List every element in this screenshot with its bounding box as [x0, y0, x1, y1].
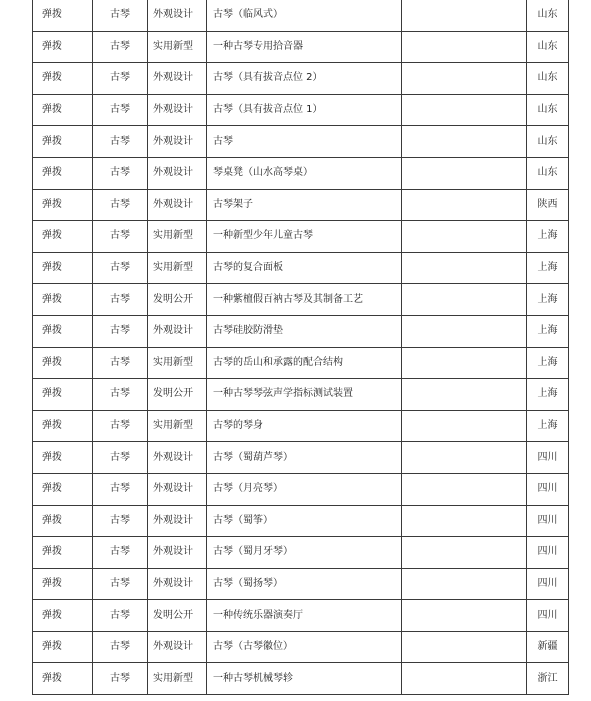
category-cell: 弹拨	[33, 379, 93, 411]
table-row	[33, 663, 569, 695]
table-row	[33, 315, 569, 347]
region-cell: 上海	[527, 284, 569, 316]
region-cell: 四川	[527, 505, 569, 537]
table-row	[33, 284, 569, 316]
blank-cell	[402, 600, 527, 632]
category-cell: 弹拨	[33, 94, 93, 126]
blank-cell	[402, 189, 527, 221]
region-cell: 上海	[527, 221, 569, 253]
patent-name-cell: 古琴的复合面板	[207, 252, 402, 284]
region-cell: 浙江	[527, 663, 569, 695]
patent-type-cell: 实用新型	[148, 663, 207, 695]
table-row	[33, 31, 569, 63]
patent-name-cell: 一种古琴专用拾音器	[207, 31, 402, 63]
instrument-cell: 古琴	[93, 63, 148, 95]
table-row	[33, 347, 569, 379]
instrument-cell: 古琴	[93, 631, 148, 663]
category-cell: 弹拨	[33, 505, 93, 537]
region-cell: 上海	[527, 315, 569, 347]
patent-type-cell: 外观设计	[148, 631, 207, 663]
region-cell: 山东	[527, 63, 569, 95]
blank-cell	[402, 473, 527, 505]
instrument-cell: 古琴	[93, 442, 148, 474]
instrument-cell: 古琴	[93, 315, 148, 347]
patent-type-cell: 发明公开	[148, 379, 207, 411]
patent-name-cell: 古琴的岳山和承露的配合结构	[207, 347, 402, 379]
category-cell: 弹拨	[33, 537, 93, 569]
blank-cell	[402, 568, 527, 600]
category-cell: 弹拨	[33, 284, 93, 316]
patent-name-cell: 古琴	[207, 126, 402, 158]
patent-name-cell: 古琴（蜀扬琴）	[207, 568, 402, 600]
region-cell: 四川	[527, 442, 569, 474]
region-cell: 四川	[527, 568, 569, 600]
table-row	[33, 568, 569, 600]
patent-name-cell: 古琴（蜀筝）	[207, 505, 402, 537]
table-row	[33, 473, 569, 505]
table-row	[33, 537, 569, 569]
region-cell: 上海	[527, 410, 569, 442]
patent-type-cell: 实用新型	[148, 347, 207, 379]
table-row	[33, 189, 569, 221]
instrument-cell: 古琴	[93, 347, 148, 379]
instrument-cell: 古琴	[93, 537, 148, 569]
blank-cell	[402, 663, 527, 695]
instrument-cell: 古琴	[93, 31, 148, 63]
patent-name-cell: 古琴（临风式）	[207, 0, 402, 31]
category-cell: 弹拨	[33, 157, 93, 189]
patent-type-cell: 发明公开	[148, 284, 207, 316]
patent-type-cell: 外观设计	[148, 537, 207, 569]
blank-cell	[402, 157, 527, 189]
blank-cell	[402, 410, 527, 442]
instrument-cell: 古琴	[93, 600, 148, 632]
patent-name-cell: 古琴（古琴徽位）	[207, 631, 402, 663]
category-cell: 弹拨	[33, 663, 93, 695]
patent-name-cell: 琴桌凳（山水高琴桌）	[207, 157, 402, 189]
patent-type-cell: 实用新型	[148, 31, 207, 63]
category-cell: 弹拨	[33, 315, 93, 347]
table-row	[33, 600, 569, 632]
instrument-cell: 古琴	[93, 221, 148, 253]
table-row	[33, 63, 569, 95]
patent-name-cell: 一种古琴机械琴轸	[207, 663, 402, 695]
blank-cell	[402, 31, 527, 63]
patent-type-cell: 实用新型	[148, 221, 207, 253]
category-cell: 弹拨	[33, 568, 93, 600]
patent-type-cell: 外观设计	[148, 505, 207, 537]
category-cell: 弹拨	[33, 410, 93, 442]
patent-type-cell: 发明公开	[148, 600, 207, 632]
instrument-cell: 古琴	[93, 126, 148, 158]
region-cell: 陕西	[527, 189, 569, 221]
instrument-cell: 古琴	[93, 663, 148, 695]
category-cell: 弹拨	[33, 221, 93, 253]
region-cell: 四川	[527, 600, 569, 632]
blank-cell	[402, 0, 527, 31]
patent-name-cell: 古琴（具有拔音点位 1）	[207, 94, 402, 126]
instrument-cell: 古琴	[93, 252, 148, 284]
patent-name-cell: 古琴的琴身	[207, 410, 402, 442]
category-cell: 弹拨	[33, 252, 93, 284]
patent-type-cell: 外观设计	[148, 94, 207, 126]
instrument-cell: 古琴	[93, 157, 148, 189]
region-cell: 上海	[527, 252, 569, 284]
category-cell: 弹拨	[33, 347, 93, 379]
blank-cell	[402, 252, 527, 284]
table-row	[33, 221, 569, 253]
instrument-cell: 古琴	[93, 379, 148, 411]
blank-cell	[402, 221, 527, 253]
table-row	[33, 0, 569, 31]
blank-cell	[402, 315, 527, 347]
region-cell: 上海	[527, 347, 569, 379]
patent-name-cell: 一种紫檀假百衲古琴及其制备工艺	[207, 284, 402, 316]
patent-table-page	[32, 0, 568, 695]
blank-cell	[402, 379, 527, 411]
region-cell: 四川	[527, 537, 569, 569]
patent-name-cell: 古琴（月亮琴）	[207, 473, 402, 505]
instrument-cell: 古琴	[93, 568, 148, 600]
region-cell: 山东	[527, 157, 569, 189]
patent-name-cell: 古琴架子	[207, 189, 402, 221]
table-row	[33, 631, 569, 663]
patent-type-cell: 外观设计	[148, 568, 207, 600]
table-row	[33, 94, 569, 126]
category-cell: 弹拨	[33, 126, 93, 158]
patent-name-cell: 古琴（蜀月牙琴）	[207, 537, 402, 569]
patent-name-cell: 一种古琴琴弦声学指标测试装置	[207, 379, 402, 411]
patent-name-cell: 一种传统乐器演奏厅	[207, 600, 402, 632]
patent-type-cell: 外观设计	[148, 189, 207, 221]
category-cell: 弹拨	[33, 631, 93, 663]
blank-cell	[402, 94, 527, 126]
instrument-cell: 古琴	[93, 505, 148, 537]
region-cell: 四川	[527, 473, 569, 505]
blank-cell	[402, 126, 527, 158]
blank-cell	[402, 537, 527, 569]
blank-cell	[402, 631, 527, 663]
blank-cell	[402, 442, 527, 474]
table-row	[33, 252, 569, 284]
patent-type-cell: 外观设计	[148, 473, 207, 505]
patent-type-cell: 外观设计	[148, 0, 207, 31]
patent-table-body	[33, 0, 569, 695]
patent-type-cell: 外观设计	[148, 157, 207, 189]
instrument-cell: 古琴	[93, 284, 148, 316]
patent-table	[32, 0, 569, 695]
table-row	[33, 410, 569, 442]
patent-name-cell: 一种新型少年儿童古琴	[207, 221, 402, 253]
region-cell: 山东	[527, 31, 569, 63]
patent-type-cell: 外观设计	[148, 63, 207, 95]
patent-name-cell: 古琴（蜀葫芦琴）	[207, 442, 402, 474]
patent-type-cell: 实用新型	[148, 410, 207, 442]
category-cell: 弹拨	[33, 63, 93, 95]
blank-cell	[402, 63, 527, 95]
category-cell: 弹拨	[33, 0, 93, 31]
patent-name-cell: 古琴硅胶防滑垫	[207, 315, 402, 347]
patent-type-cell: 外观设计	[148, 442, 207, 474]
category-cell: 弹拨	[33, 473, 93, 505]
region-cell: 山东	[527, 126, 569, 158]
blank-cell	[402, 347, 527, 379]
region-cell: 上海	[527, 379, 569, 411]
instrument-cell: 古琴	[93, 94, 148, 126]
region-cell: 新疆	[527, 631, 569, 663]
table-row	[33, 505, 569, 537]
table-row	[33, 157, 569, 189]
category-cell: 弹拨	[33, 31, 93, 63]
patent-name-cell: 古琴（具有拔音点位 2）	[207, 63, 402, 95]
table-row	[33, 442, 569, 474]
instrument-cell: 古琴	[93, 0, 148, 31]
blank-cell	[402, 505, 527, 537]
table-row	[33, 379, 569, 411]
table-row	[33, 126, 569, 158]
instrument-cell: 古琴	[93, 189, 148, 221]
patent-type-cell: 外观设计	[148, 126, 207, 158]
region-cell: 山东	[527, 94, 569, 126]
blank-cell	[402, 284, 527, 316]
instrument-cell: 古琴	[93, 410, 148, 442]
patent-type-cell: 实用新型	[148, 252, 207, 284]
region-cell: 山东	[527, 0, 569, 31]
patent-type-cell: 外观设计	[148, 315, 207, 347]
category-cell: 弹拨	[33, 600, 93, 632]
instrument-cell: 古琴	[93, 473, 148, 505]
category-cell: 弹拨	[33, 189, 93, 221]
category-cell: 弹拨	[33, 442, 93, 474]
